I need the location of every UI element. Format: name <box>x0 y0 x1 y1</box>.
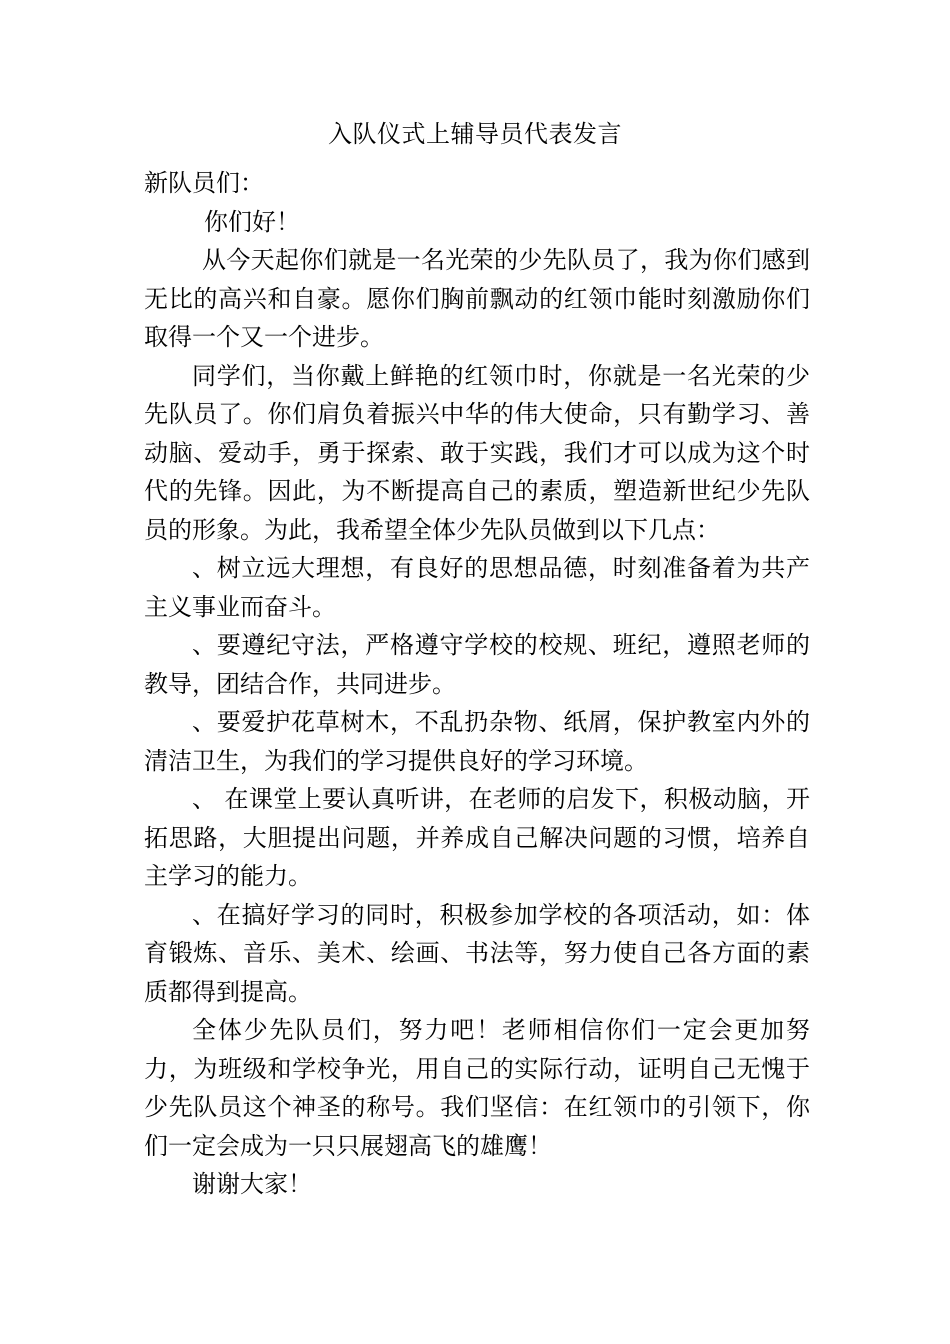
list-item: 、要遵纪守法，严格遵守学校的校规、班纪，遵照老师的教导，团结合作，共同进步。 <box>144 631 810 698</box>
paragraph: 全体少先队员们，努力吧！老师相信你们一定会更加努力，为班级和学校争光，用自己的实际行动，证明自己无愧于少先队员这个神圣的称号。我们坚信：在红领巾的引领下，你们一定会成为一只只展翅高飞的雄鹰！ <box>144 1016 810 1160</box>
list-item: 、要爱护花草树木，不乱扔杂物、纸屑，保护教室内外的清洁卫生，为我们的学习提供良好的学习环境。 <box>144 708 810 775</box>
document-body <box>144 164 810 1204</box>
paragraph: 从今天起你们就是一名光荣的少先队员了，我为你们感到无比的高兴和自豪。愿你们胸前飘动的红领巾能时刻激励你们取得一个又一个进步。 <box>144 246 810 351</box>
greeting: 新队员们： <box>144 169 264 197</box>
list-item: 、在搞好学习的同时，积极参加学校的各项活动，如：体育锻炼、音乐、美术、绘画、书法等，努力使自己各方面的素质都得到提高。 <box>144 900 810 1006</box>
salutation: 你们好！ <box>204 207 300 236</box>
list-item: 、树立远大理想，有良好的思想品德，时刻准备着为共产主义事业而奋斗。 <box>144 554 810 621</box>
document-title: 入队仪式上辅导员代表发言 <box>328 120 622 148</box>
paragraph: 同学们，当你戴上鲜艳的红领巾时，你就是一名光荣的少先队员了。你们肩负着振兴中华的伟大使命，只有勤学习、善动脑、爱动手，勇于探索、敢于实践，我们才可以成为这个时代的先锋。因此，为不断提高自己的素质，塑造新世纪少先队员的形象。为此，我希望全体少先队员做到以下几点： <box>144 361 810 544</box>
list-item: 、 在课堂上要认真听讲，在老师的启发下，积极动脑，开拓思路，大胆提出问题，并养成自己解决问题的习惯，培养自主学习的能力。 <box>144 785 810 890</box>
closing: 谢谢大家！ <box>192 1170 312 1198</box>
